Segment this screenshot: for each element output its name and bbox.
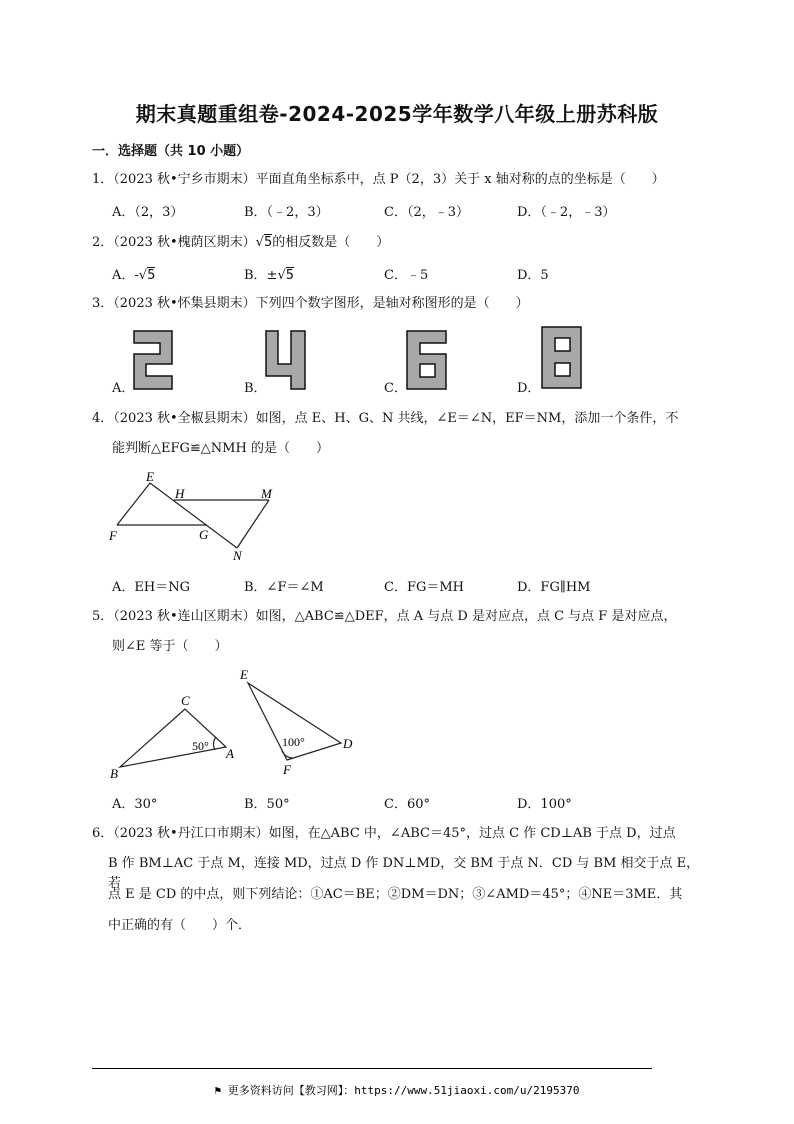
section-heading: 一．选择题（共 10 小题） bbox=[92, 144, 250, 159]
q5-option-d: D．100° bbox=[517, 797, 572, 812]
q6-line-2: B 作 BM⊥AC 于点 M，连接 MD，过点 D 作 DN⊥MD，交 BM 于点 N．CD 与 BM 相交于点 E，若 bbox=[108, 856, 700, 891]
label-e: E bbox=[240, 667, 248, 682]
footer-text: 更多资料访问【教习网】：https://www.51jiaoxi.com/u/2195370 bbox=[227, 1084, 580, 1097]
q2-option-a bbox=[112, 264, 155, 283]
q2-option-b bbox=[244, 264, 294, 283]
angle-a-label: 50° bbox=[192, 739, 209, 753]
q2-source: （2023 秋•槐荫区期末） bbox=[113, 235, 256, 250]
q1-option-a: A．（2，3） bbox=[112, 205, 184, 220]
digit-8-figure bbox=[541, 326, 583, 390]
label-m: M bbox=[261, 486, 272, 501]
q1-source: （2023 秋•宁乡市期末） bbox=[113, 172, 256, 187]
line-en bbox=[150, 483, 237, 548]
q4-option-c: C．FG＝MH bbox=[384, 580, 464, 595]
q3-option-a: A． bbox=[112, 381, 135, 396]
q3-option-c: C． bbox=[384, 381, 407, 396]
q4-figure bbox=[104, 468, 294, 564]
q6-number: 6． bbox=[92, 826, 114, 841]
q5-text-1: 如图，△ABC≌△DEF，点 A 与点 D 是对应点，点 C 与点 F 是对应点， bbox=[255, 609, 677, 624]
q4-text-1: 如图，点 E、H、G、N 共线，∠E＝∠N，EF＝NM，添加一个条件，不 bbox=[255, 411, 679, 426]
q4-option-d: D．FG∥HM bbox=[517, 580, 591, 595]
triangle-abc bbox=[120, 709, 226, 767]
line-mn bbox=[237, 500, 269, 548]
angle-a-arc bbox=[214, 737, 216, 750]
q5-figure bbox=[106, 664, 366, 782]
sqrt-symbol: √ bbox=[138, 268, 148, 283]
q2-option-b-label: B．± bbox=[244, 268, 278, 283]
label-f: F bbox=[109, 528, 117, 543]
q6-line-1: 如图，在△ABC 中，∠ABC＝45°，过点 C 作 CD⊥AB 于点 D，过点 bbox=[268, 826, 676, 841]
q1-number: 1． bbox=[92, 172, 114, 187]
label-a: A bbox=[226, 746, 234, 761]
line-ef bbox=[117, 483, 150, 525]
question-4 bbox=[92, 409, 712, 429]
label-d: D bbox=[343, 736, 353, 751]
digit-2-figure bbox=[133, 330, 173, 390]
label-b: B bbox=[110, 766, 118, 781]
digit-6-figure bbox=[406, 330, 448, 390]
q4-source: （2023 秋•全椒县期末） bbox=[113, 411, 256, 426]
angle-f-label: 100° bbox=[282, 735, 305, 749]
question-1 bbox=[92, 170, 712, 190]
q5-option-c: C．60° bbox=[384, 797, 430, 812]
q1-text: 平面直角坐标系中，点 P（2，3）关于 x 轴对称的点的坐标是（ ） bbox=[255, 172, 665, 187]
sqrt-symbol: √ bbox=[277, 268, 286, 283]
page-title: 期末真题重组卷-2024-2025学年数学八年级上册苏科版 bbox=[135, 102, 659, 126]
q5-option-b: B．50° bbox=[244, 797, 290, 812]
q2-text: 的相反数是（ ） bbox=[272, 235, 390, 250]
q6-source: （2023 秋•丹江口市期末） bbox=[113, 826, 269, 841]
label-h: H bbox=[175, 486, 185, 501]
q3-number: 3． bbox=[92, 296, 114, 311]
q5-text-2: 则∠E 等于（ ） bbox=[112, 639, 228, 654]
q5-source: （2023 秋•连山区期末） bbox=[113, 609, 256, 624]
q4-option-a: A．EH＝NG bbox=[112, 580, 190, 595]
q4-text-2: 能判断△EFG≌△NMH 的是（ ） bbox=[112, 441, 329, 456]
question-3 bbox=[92, 294, 712, 314]
label-f: F bbox=[283, 762, 291, 777]
label-g: G bbox=[199, 527, 209, 542]
q3-text: 下列四个数字图形，是轴对称图形的是（ ） bbox=[255, 296, 529, 311]
q3-option-b: B． bbox=[244, 381, 267, 396]
digit-4-figure bbox=[265, 330, 307, 390]
label-n: N bbox=[233, 548, 242, 563]
q3-option-d: D． bbox=[517, 381, 541, 396]
question-6 bbox=[92, 824, 712, 844]
q5-option-a: A．30° bbox=[112, 797, 158, 812]
q5-number: 5． bbox=[92, 609, 114, 624]
angle-f-arc bbox=[282, 751, 294, 758]
q1-option-d: D．（﹣2，﹣3） bbox=[517, 205, 616, 220]
sqrt-symbol: √ bbox=[255, 235, 264, 250]
q6-line-4: 中正确的有（ ）个． bbox=[108, 918, 252, 933]
q2-option-d: D．5 bbox=[517, 268, 549, 283]
q2-option-b-radicand: 5 bbox=[285, 268, 295, 283]
q1-option-b: B．（﹣2，3） bbox=[244, 205, 329, 220]
footer-rule bbox=[92, 1068, 652, 1069]
flag-icon: ⚑ bbox=[214, 1084, 228, 1097]
q2-radicand: 5 bbox=[263, 235, 273, 250]
q2-option-a-label: A．- bbox=[112, 268, 139, 283]
q1-option-c: C．（2，﹣3） bbox=[384, 205, 469, 220]
q3-source: （2023 秋•怀集县期末） bbox=[113, 296, 256, 311]
q4-number: 4． bbox=[92, 411, 114, 426]
q2-option-c: C．﹣5 bbox=[384, 268, 429, 283]
q2-number: 2． bbox=[92, 235, 114, 250]
q2-option-a-radicand: 5 bbox=[147, 268, 156, 283]
question-2 bbox=[92, 233, 712, 253]
label-c: C bbox=[181, 693, 190, 708]
q6-line-3: 点 E 是 CD 的中点，则下列结论：①AC＝BE；②DM＝DN；③∠AMD＝45°；④NE＝3ME．其 bbox=[108, 887, 683, 902]
label-e: E bbox=[146, 469, 154, 484]
footer bbox=[0, 1082, 794, 1098]
q4-option-b: B．∠F＝∠M bbox=[244, 580, 324, 595]
question-5 bbox=[92, 607, 712, 627]
